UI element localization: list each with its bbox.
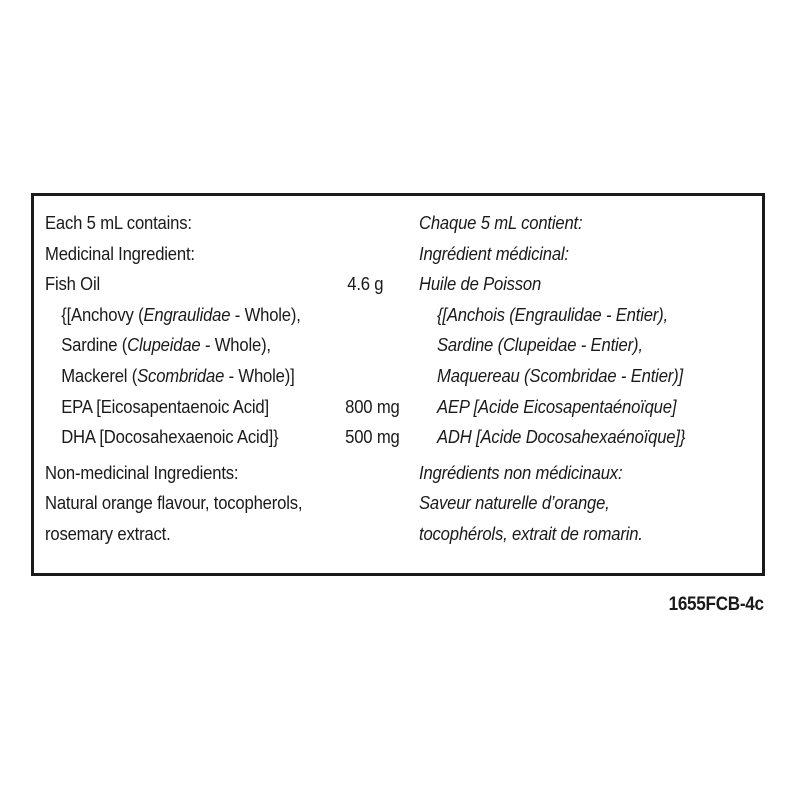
nonmedicinal-heading-fr: Ingrédients non médicinaux: [419,461,623,483]
mackerel-prefix: Mackerel ( [61,364,138,386]
english-column [45,208,400,550]
anchovy-suffix: - Whole), [230,303,301,325]
nonmedicinal-line-2-fr: tocophérols, extrait de romarin. [419,522,643,544]
epa-row [45,392,400,423]
sardine-latin-name: Clupeidae [127,334,201,356]
sardine-prefix: Sardine ( [61,334,128,356]
dha-row [45,422,400,453]
sardine-suffix: - Whole), [200,334,271,356]
nonmedicinal-line-1: Natural orange flavour, tocopherols, [45,492,303,514]
product-code: 1655FCB-4c [668,594,764,615]
nonmedicinal-line-1-fr: Saveur naturelle d’orange, [419,492,610,514]
fish-oil-label: Fish Oil [45,273,100,295]
ingredients-panel [31,193,765,576]
mackerel-line [45,361,390,392]
dha-quantity: 500 mg [345,426,400,448]
epa-label: EPA [Eicosapentaenoic Acid] [61,395,269,417]
anchovy-prefix: {[Anchovy ( [61,303,144,325]
nonmedicinal-heading: Non-medicinal Ingredients: [45,461,239,483]
medicinal-heading: Medicinal Ingredient: [45,242,195,264]
fish-oil-label-fr: Huile de Poisson [419,273,542,295]
nonmedicinal-line-2: rosemary extract. [45,522,171,544]
anchovy-line [45,300,390,331]
fish-oil-row [45,269,383,300]
epa-line-fr: AEP [Acide Eicosapentaénoïque] [437,395,677,417]
anchovy-latin-name: Engraulidae [143,303,231,325]
dha-label: DHA [Docosahexaenoic Acid]} [61,426,279,448]
french-column [419,208,743,550]
mackerel-latin-name: Scombridae [137,364,225,386]
sardine-line-fr: Sardine (Clupeidae - Entier), [437,334,643,356]
contains-text-fr: Chaque 5 mL contient: [419,212,583,233]
mackerel-line-fr: Maquereau (Scombridae - Entier)] [437,364,683,386]
dha-line-fr: ADH [Acide Docosahexaénoïque]} [437,426,686,448]
medicinal-heading-fr: Ingrédient médicinal: [419,242,569,264]
contains-text: Each 5 mL contains: [45,212,192,233]
epa-quantity: 800 mg [345,395,400,417]
sardine-line [45,330,390,361]
fish-oil-quantity: 4.6 g [347,273,384,295]
mackerel-suffix: - Whole)] [224,364,295,386]
anchovy-line-fr: {[Anchois (Engraulidae - Entier), [437,303,668,325]
